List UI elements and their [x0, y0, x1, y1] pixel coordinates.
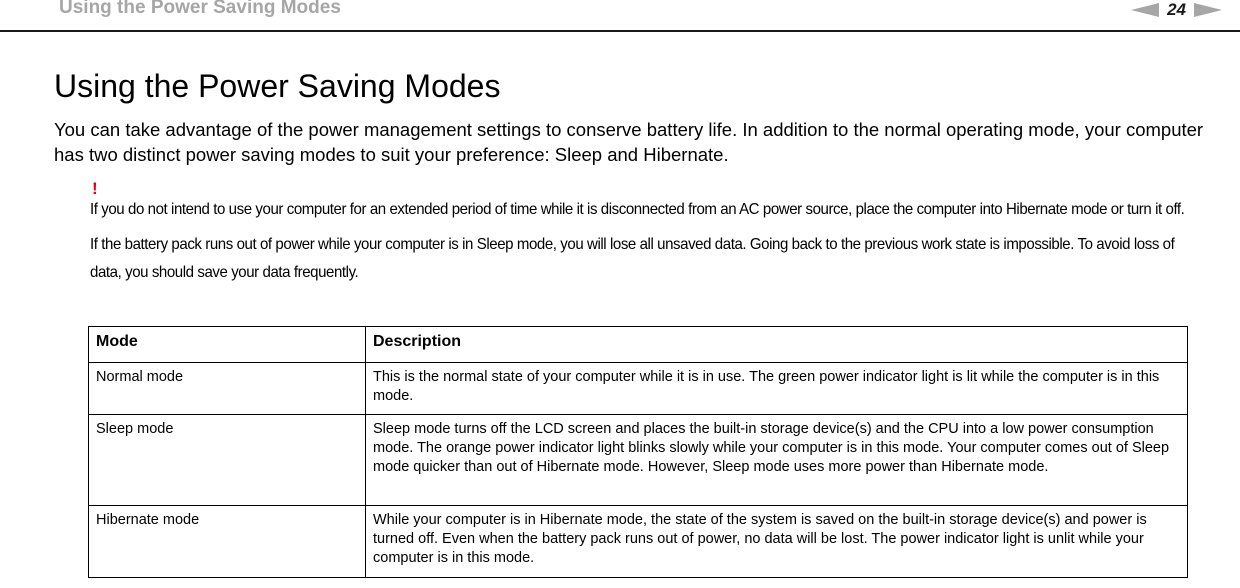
- mode-cell: Sleep mode: [89, 415, 366, 506]
- mode-cell: Hibernate mode: [89, 506, 366, 578]
- mode-cell: Normal mode: [89, 363, 366, 415]
- caution-block: [90, 180, 1200, 287]
- page-navigation: [1131, 0, 1222, 20]
- intro-paragraph: You can take advantage of the power management settings to conserve battery life. In addition to the normal operating mode, your computer has two distinct power saving modes to suit your preference: Sleep and Hibernate.: [54, 119, 1204, 165]
- caution-exclamation-icon: !: [92, 179, 98, 198]
- caution-note-hibernate: If you do not intend to use your computer for an extended period of time while it is disconnected from an AC power source, place the computer into Hibernate mode or turn it off.: [90, 201, 1185, 218]
- page-title: Using the Power Saving Modes: [54, 68, 501, 104]
- table-row: [89, 415, 1188, 506]
- column-header-mode: Mode: [89, 327, 366, 363]
- description-cell: While your computer is in Hibernate mode, the state of the system is saved on the built-in storage device(s) and power is turned off. Even when the battery pack runs out of power, no data will be lost. The power indicator light is unlit while your computer is in this mode.: [366, 506, 1188, 578]
- caution-note-data-loss: If the battery pack runs out of power while your computer is in Sleep mode, you will lose all unsaved data. Going back to the previous work state is impossible. To avoid loss of data, you should save your data frequently.: [90, 236, 1175, 281]
- running-title: Using the Power Saving Modes: [59, 0, 341, 18]
- column-header-description: Description: [366, 327, 1188, 363]
- table-row: [89, 363, 1188, 415]
- page-number: 24: [1167, 0, 1186, 19]
- previous-page-arrow-icon[interactable]: [1131, 3, 1159, 17]
- table-row: [89, 506, 1188, 578]
- running-header: [0, 0, 1240, 32]
- description-cell: Sleep mode turns off the LCD screen and places the built-in storage device(s) and the CPU into a low power consumption mode. The orange power indicator light blinks slowly while your computer is in this mode. Your computer comes out of Sleep mode quicker than out of Hibernate mode. However, Sleep mode uses more power than Hibernate mode.: [366, 415, 1188, 506]
- next-page-arrow-icon[interactable]: [1194, 3, 1222, 17]
- table-header-row: [89, 327, 1188, 363]
- description-cell: This is the normal state of your computer while it is in use. The green power indicator light is lit while the computer is in this mode.: [366, 363, 1188, 415]
- power-modes-table: [88, 326, 1188, 578]
